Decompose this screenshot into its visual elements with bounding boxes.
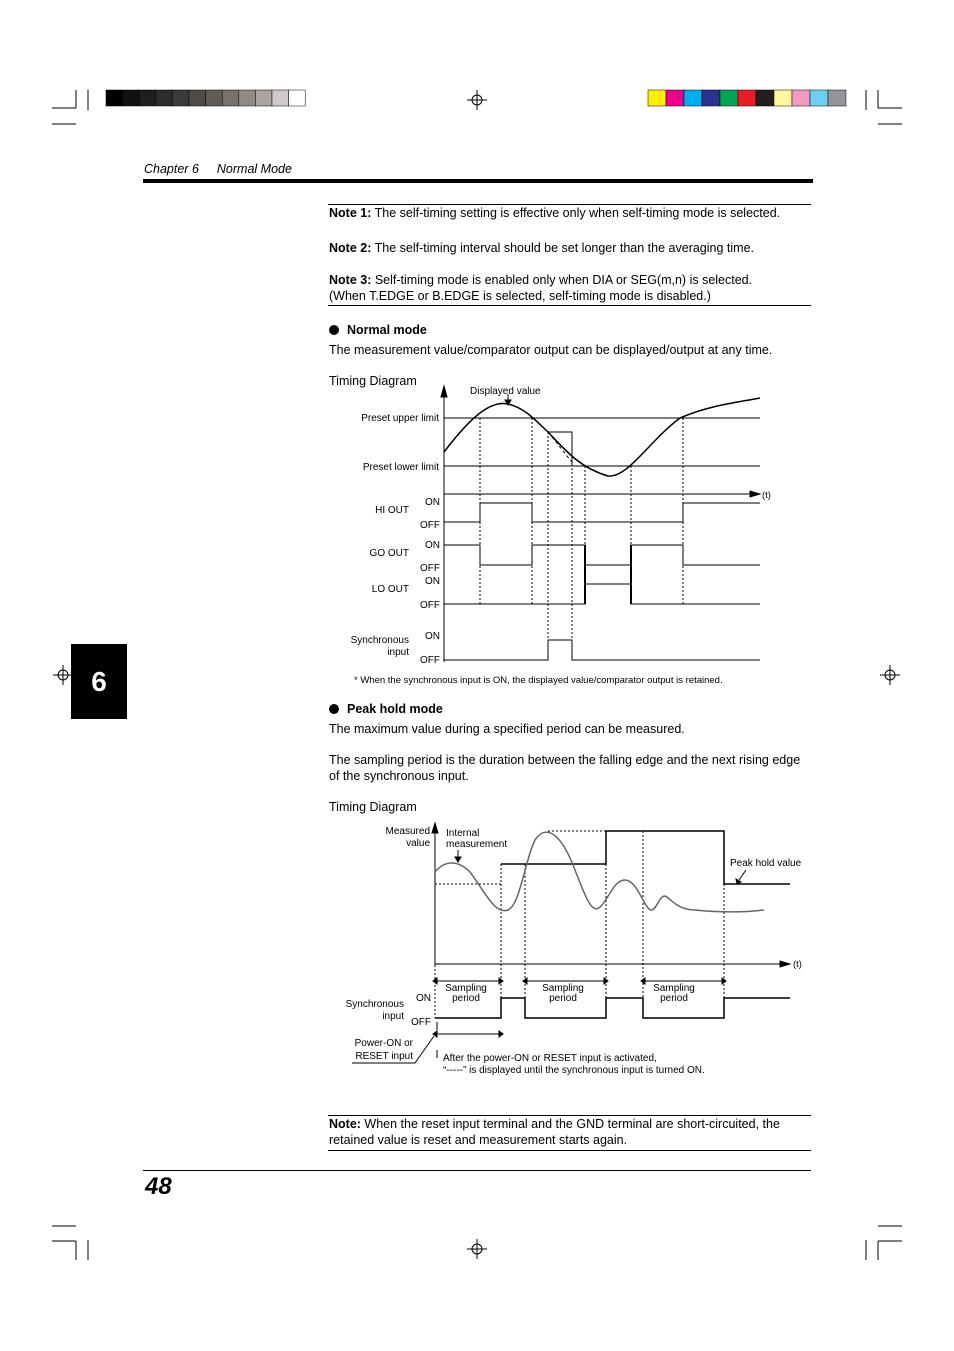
preset-upper-label: Preset upper limit: [361, 413, 439, 424]
sampling-label-1a: Sampling: [445, 983, 487, 994]
after-reset-note-1: After the power-ON or RESET input is activated,: [443, 1053, 657, 1064]
peak-hold-desc-1: The maximum value during a specified period can be measured.: [329, 722, 685, 736]
page-number: 48: [145, 1173, 172, 1200]
go-off-label: OFF: [420, 563, 440, 574]
normal-footnote: * When the synchronous input is ON, the displayed value/comparator output is retained.: [354, 675, 723, 686]
sync-input-label-4: input: [382, 1011, 404, 1022]
measured-value-label-1: Measured: [385, 826, 430, 837]
final-note-top-rule: [328, 1115, 811, 1116]
preset-lower-label: Preset lower limit: [362, 462, 439, 473]
sync-input-label-3: Synchronous: [345, 999, 404, 1010]
sampling-label-2b: period: [549, 993, 577, 1004]
note-2: Note 2: The self-timing interval should be set longer than the averaging time.: [329, 241, 754, 255]
note-1: Note 1: The self-timing setting is effective only when self-timing mode is selected.: [329, 206, 781, 220]
lo-on-label: ON: [425, 576, 440, 587]
lo-off-label: OFF: [420, 600, 440, 611]
sync-input-label-2: input: [387, 647, 409, 658]
after-reset-note-2: “-----” is displayed until the synchronous input is turned ON.: [443, 1065, 705, 1076]
hi-off-label: OFF: [420, 520, 440, 531]
peak-hold-heading: Peak hold mode: [329, 702, 443, 716]
hi-on-label: ON: [425, 497, 440, 508]
footer-rule: [143, 1170, 811, 1171]
timing-diagram-label-2: Timing Diagram: [329, 800, 417, 814]
final-note-bottom-rule: [328, 1150, 811, 1151]
displayed-value-label: Displayed value: [470, 386, 541, 397]
power-on-label-1: Power-ON or: [354, 1038, 413, 1049]
chapter-tab: 6: [71, 644, 127, 719]
internal-measurement-label-1: Internal: [446, 828, 480, 839]
note-3: Note 3: Self-timing mode is enabled only when DIA or SEG(m,n) is selected. (When T.EDGE or B.EDGE is selected, self-timing mode is disabled.): [329, 273, 753, 303]
sync-input-label-1: Synchronous: [350, 635, 409, 646]
normal-mode-heading: Normal mode: [329, 323, 427, 337]
sync-on-label: ON: [425, 631, 440, 642]
lo-out-label: LO OUT: [371, 584, 409, 595]
section-label: Normal Mode: [216, 162, 292, 176]
time-axis-label-2: (t): [793, 959, 802, 970]
sampling-label-3a: Sampling: [653, 983, 695, 994]
final-note: Note: When the reset input terminal and the GND terminal are short-circuited, the retained value is reset and measurement starts again.: [329, 1117, 780, 1147]
internal-measurement-label-2: measurement: [446, 839, 508, 850]
ph-off-label: OFF: [411, 1017, 431, 1028]
chapter-label: Chapter 6: [144, 162, 199, 176]
measured-value-label-2: value: [406, 838, 430, 849]
power-on-label-2: RESET input: [355, 1051, 413, 1062]
hi-out-label: HI OUT: [375, 505, 409, 516]
sampling-label-1b: period: [452, 993, 480, 1004]
peak-hold-desc-2: The sampling period is the duration between the falling edge and the next rising edge of the synchronous input.: [329, 753, 801, 783]
go-out-label: GO OUT: [369, 548, 409, 559]
sync-off-label: OFF: [420, 655, 440, 666]
peak-hold-value-label: Peak hold value: [730, 858, 802, 869]
ph-on-label: ON: [416, 993, 431, 1004]
go-on-label: ON: [425, 540, 440, 551]
time-axis-label: (t): [762, 490, 771, 501]
sampling-label-2a: Sampling: [542, 983, 584, 994]
timing-diagram-label-1: Timing Diagram: [329, 374, 417, 388]
normal-mode-desc: The measurement value/comparator output can be displayed/output at any time.: [329, 343, 773, 357]
sampling-label-3b: period: [660, 993, 688, 1004]
